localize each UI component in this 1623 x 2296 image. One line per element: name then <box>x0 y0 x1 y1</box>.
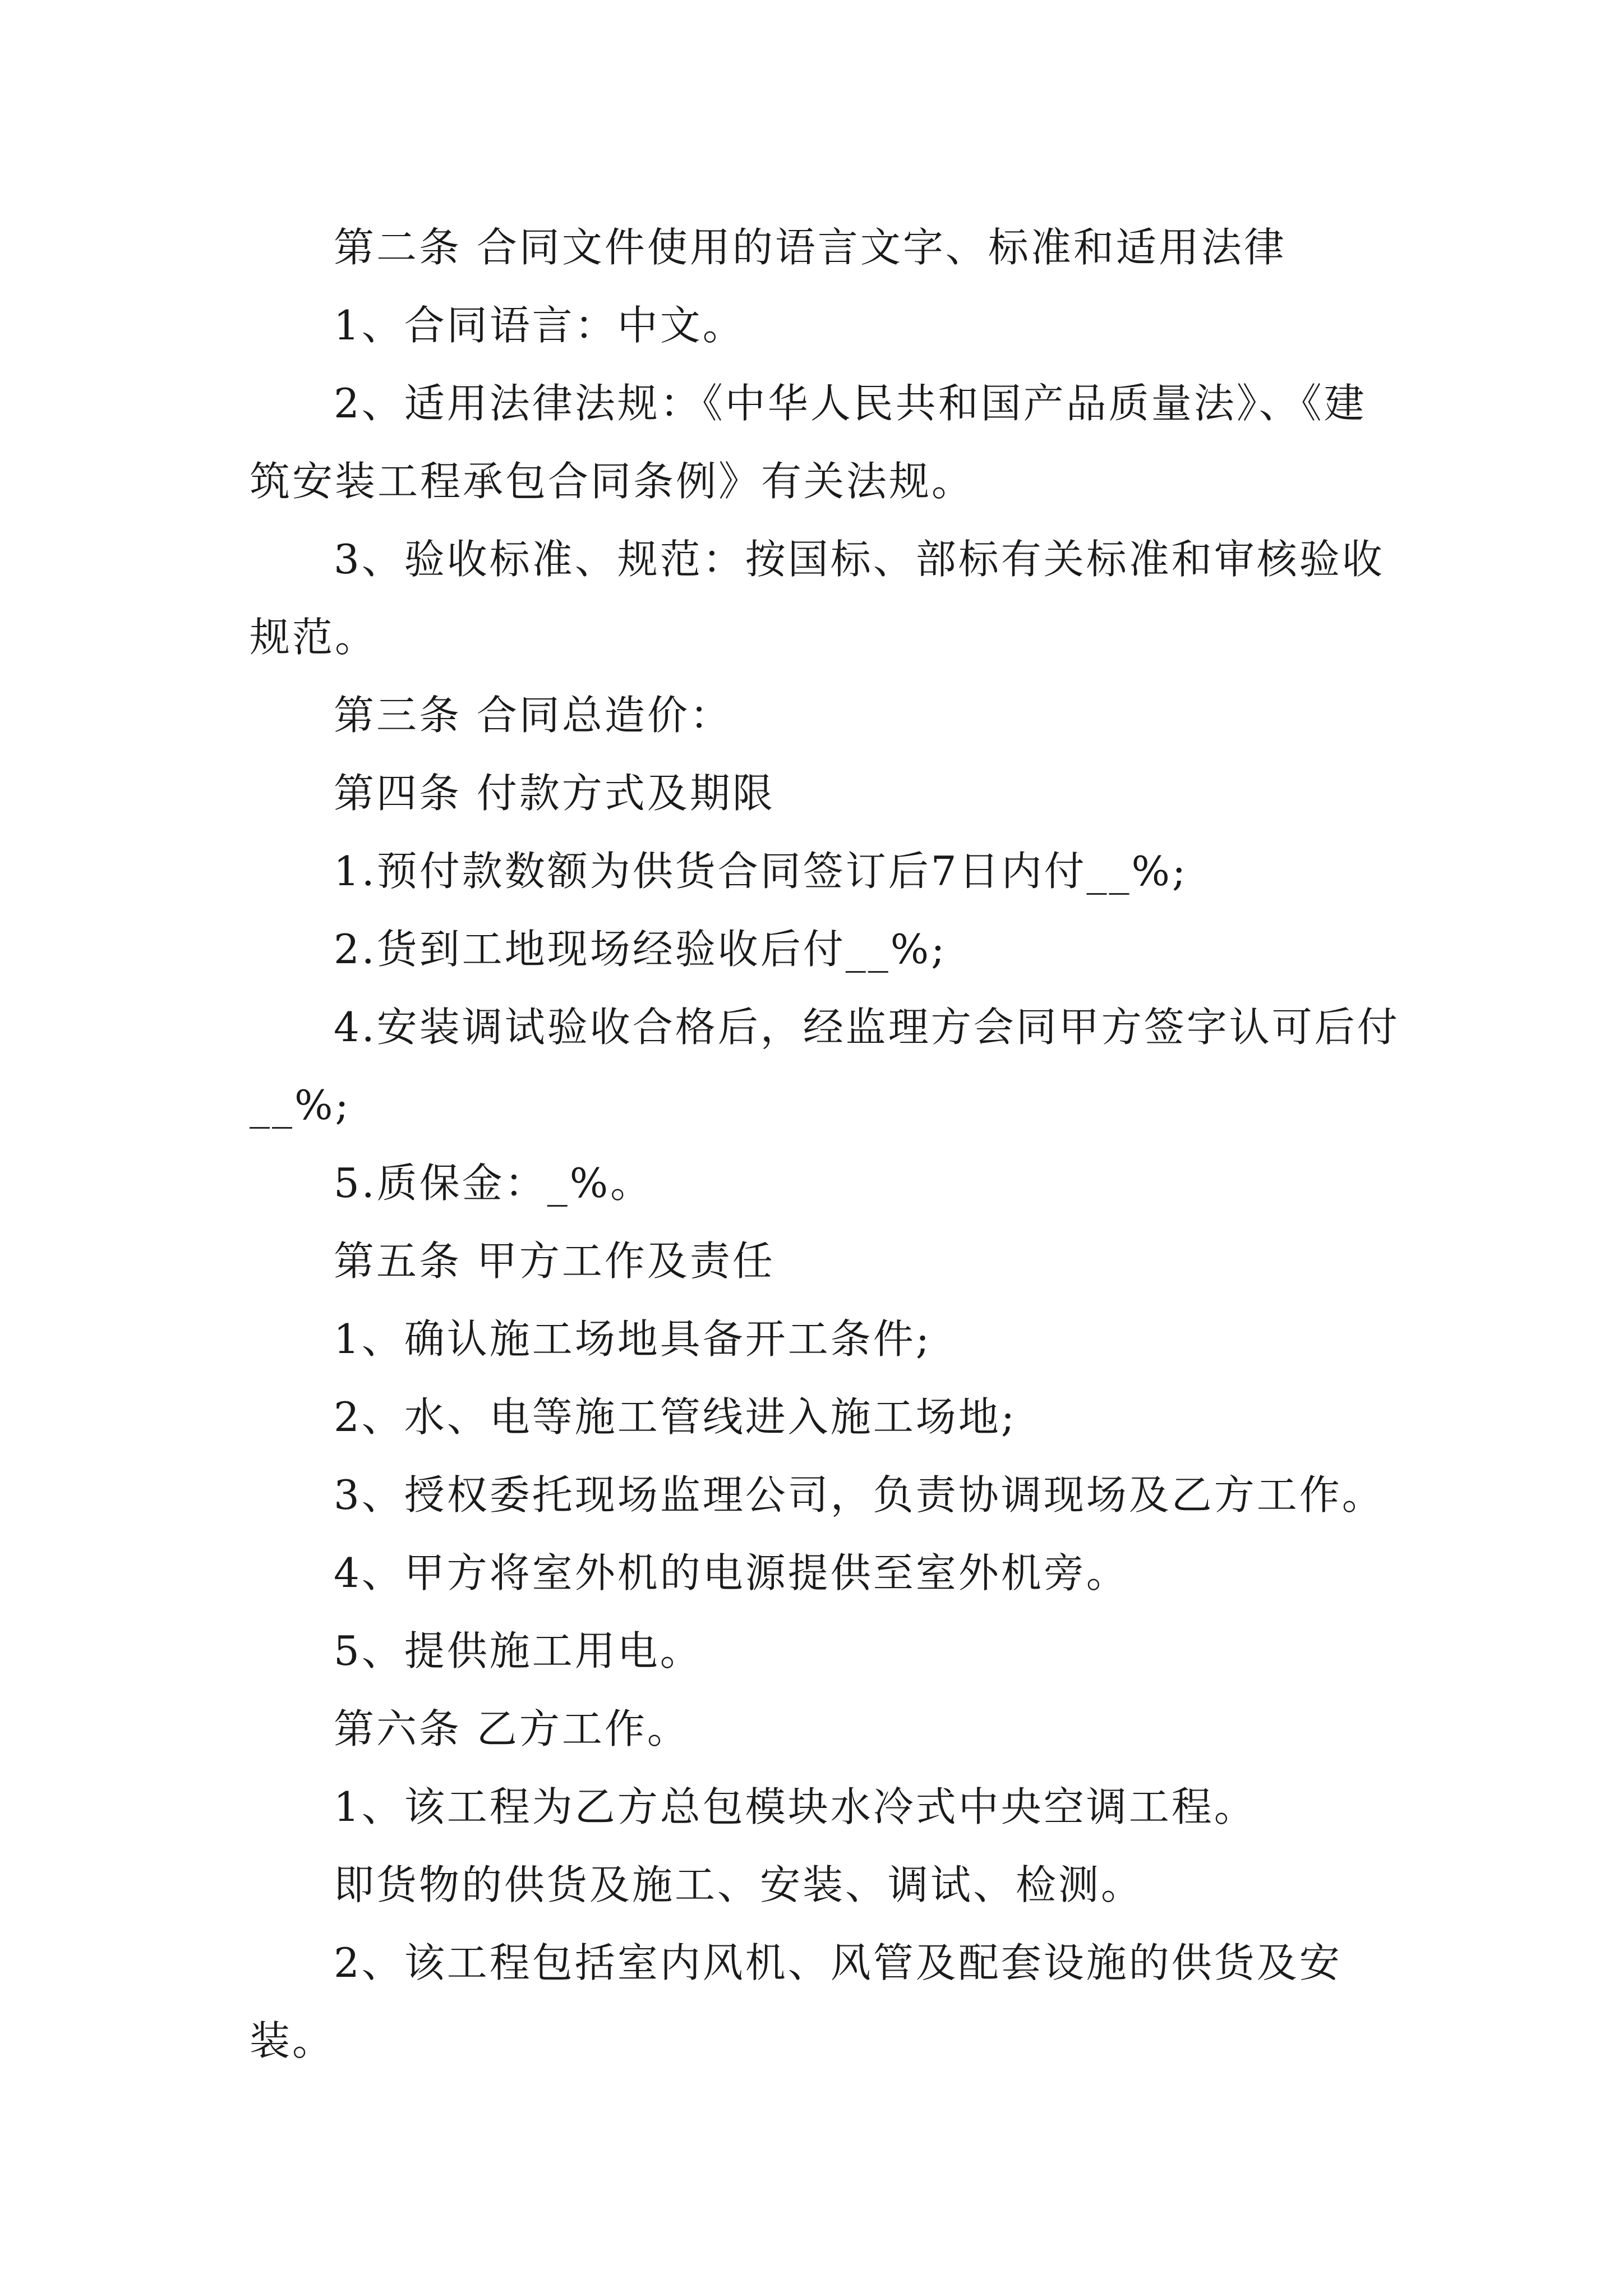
article-2-heading: 第二条 合同文件使用的语言文字、标准和适用法律 <box>334 224 1287 271</box>
article-5-heading: 第五条 甲方工作及责任 <box>334 1237 775 1285</box>
party-b-duty-1: 1、该工程为乙方总包模块水冷式中央空调工程。 <box>334 1783 1257 1830</box>
commissioning-payment-clause: 4.安装调试验收合格后，经监理方会同甲方签字认可后付__%; <box>250 1004 1400 1129</box>
article-3-heading: 第三条 合同总造价： <box>334 692 732 739</box>
party-a-duty-3: 3、授权委托现场监理公司，负责协调现场及乙方工作。 <box>334 1471 1385 1519</box>
party-a-duty-1: 1、确认施工场地具备开工条件; <box>334 1315 932 1363</box>
contract-language-clause: 1、合同语言：中文。 <box>334 302 745 349</box>
article-6-heading: 第六条 乙方工作。 <box>334 1705 690 1752</box>
document-body <box>250 209 1405 2080</box>
party-a-duty-4: 4、甲方将室外机的电源提供至室外机旁。 <box>334 1549 1129 1596</box>
party-a-duty-5: 5、提供施工用电。 <box>334 1627 703 1674</box>
warranty-deposit-clause: 5.质保金：_%。 <box>334 1159 653 1207</box>
article-4-heading: 第四条 付款方式及期限 <box>334 770 775 817</box>
party-b-duty-2: 2、该工程包括室内风机、风管及配套设施的供货及安装。 <box>250 1939 1342 2064</box>
applicable-law-clause: 2、适用法律法规：《中华人民共和国产品质量法》、《建筑安装工程承包合同条例》有关法规。 <box>250 380 1367 505</box>
acceptance-standard-clause: 3、验收标准、规范：按国标、部标有关标准和审核验收规范。 <box>250 536 1385 661</box>
party-a-duty-2: 2、水、电等施工管线进入施工场地; <box>334 1393 1017 1441</box>
delivery-payment-clause: 2.货到工地现场经验收后付__%; <box>334 926 947 973</box>
advance-payment-clause: 1.预付款数额为供货合同签订后7日内付__%; <box>334 848 1188 895</box>
party-b-duty-1-detail: 即货物的供货及施工、安装、调试、检测。 <box>334 1861 1144 1908</box>
